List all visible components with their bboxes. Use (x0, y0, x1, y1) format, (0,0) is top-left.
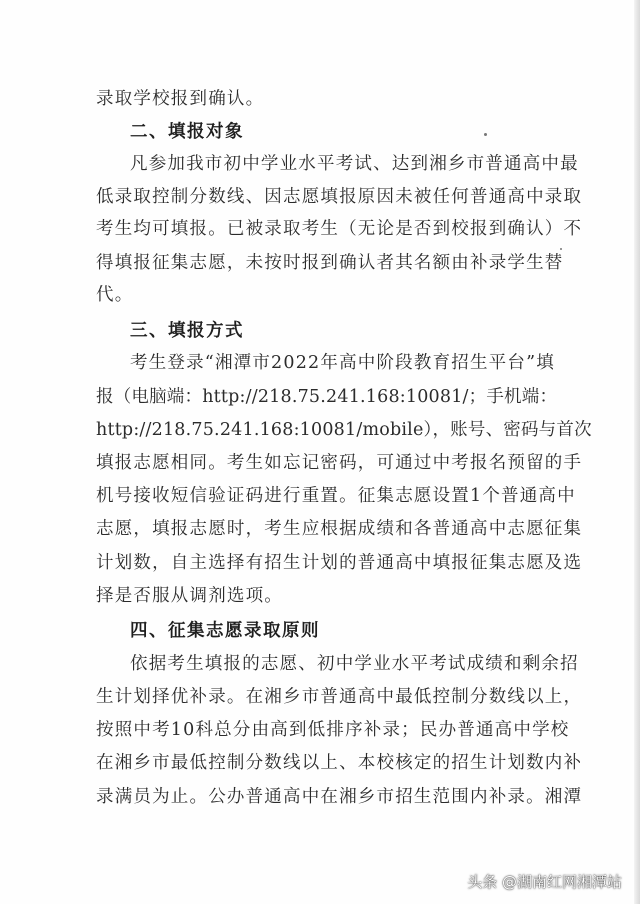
text-line: 计划数，自主选择有招生计划的普通高中填报征集志愿及选 (96, 553, 583, 573)
text-line: 生计划择优补录。在湘乡市普通高中最低控制分数线以上， (96, 687, 583, 707)
scan-speck (484, 133, 487, 136)
text-line: 按照中考10科总分由高到低排序补录；民办普通高中学校 (96, 720, 570, 740)
text-line: 考生登录“湘潭市2022年高中阶段教育招生平台”填 (130, 353, 555, 373)
watermark (467, 871, 622, 892)
text-line: 代。 (96, 285, 134, 305)
section-heading-3: 三、填报方式 (130, 321, 244, 341)
scan-speck (560, 248, 562, 250)
text-line: 依据考生填报的志愿、初中学业水平考试成绩和剩余招 (130, 654, 579, 674)
section-heading-4: 四、征集志愿录取原则 (130, 621, 320, 641)
text-line: http://218.75.241.168:10081/mobile），账号、密码与首次 (96, 420, 592, 440)
text-line: 凡参加我市初中学业水平考试、达到湘乡市普通高中最 (130, 154, 579, 174)
text-line: 低录取控制分数线、因志愿填报原因未被任何普通高中录取 (96, 187, 583, 207)
section-heading-2: 二、填报对象 (130, 122, 244, 142)
text-line: 择是否服从调剂选项。 (96, 586, 283, 606)
text-line: 考生均可填报。已被录取考生（无论是否到校报到确认）不 (96, 219, 583, 239)
text-line: 在湘乡市最低控制分数线以上、本校核定的招生计划数内补 (96, 753, 583, 773)
text-line: 机号接收短信验证码进行重置。征集志愿设置1个普通高中 (96, 486, 576, 506)
text-line: 录满员为止。公办普通高中在湘乡市招生范围内补录。湘潭 (96, 787, 583, 807)
page-edge-shadow (634, 0, 640, 904)
text-line: 录取学校报到确认。 (96, 89, 265, 109)
text-line: 志愿，填报志愿时，考生应根据成绩和各普通高中志愿征集 (96, 519, 583, 539)
watermark-text: 头条 @湖南红网湘潭站 (467, 873, 622, 891)
text-line: 填报志愿相同。考生如忘记密码，可通过中考报名预留的手 (96, 453, 583, 473)
text-line: 报（电脑端：http://218.75.241.168:10081/；手机端： (96, 387, 558, 407)
text-line: 得填报征集志愿，未按时报到确认者其名额由补录学生替 (96, 253, 564, 273)
